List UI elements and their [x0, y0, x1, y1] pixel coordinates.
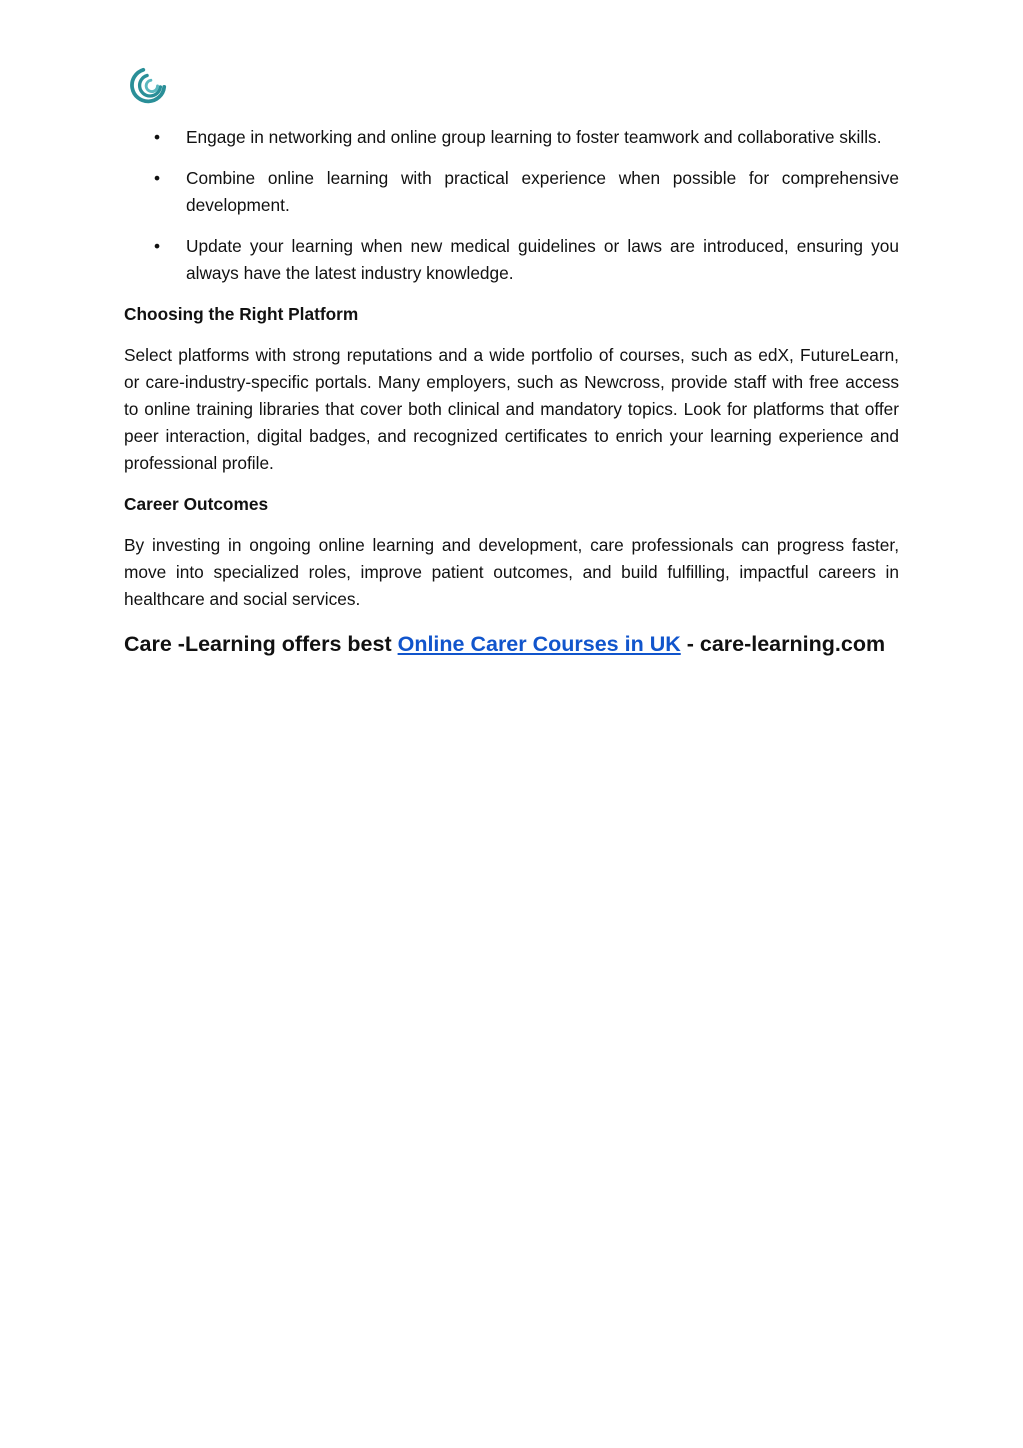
section-heading: Choosing the Right Platform [124, 304, 359, 324]
list-item: • Update your learning when new medical guidelines or laws are introduced, ensuring you always have the latest industry knowledge. [124, 233, 899, 287]
section-paragraph: By investing in ongoing online learning and development, care professionals can progress faster, move into specialized roles, improve patient outcomes, and build fulfilling, impactful careers in healthcare and social services. [124, 535, 899, 609]
promo-line [124, 629, 899, 659]
list-item: • Engage in networking and online group learning to foster teamwork and collaborative skills. [124, 124, 899, 151]
section-paragraph: Select platforms with strong reputations and a wide portfolio of courses, such as edX, FutureLearn, or care-industry-specific portals. Many employers, such as Newcross, provide staff with free access to online training libraries that cover both clinical and mandatory topics. Look for platforms that offer peer interaction, digital badges, and recognized certificates to enrich your learning experience and professional profile. [124, 345, 899, 473]
section-heading: Career Outcomes [124, 494, 269, 514]
bullet-list [124, 124, 899, 287]
courses-link[interactable]: Online Carer Courses in UK [397, 632, 681, 656]
list-item: • Combine online learning with practical experience when possible for comprehensive development. [124, 165, 899, 219]
promo-suffix: - care-learning.com [680, 632, 886, 656]
document-body [124, 124, 899, 659]
care-learning-logo-icon [130, 66, 168, 104]
promo-prefix: Care -Learning offers best [124, 632, 398, 656]
